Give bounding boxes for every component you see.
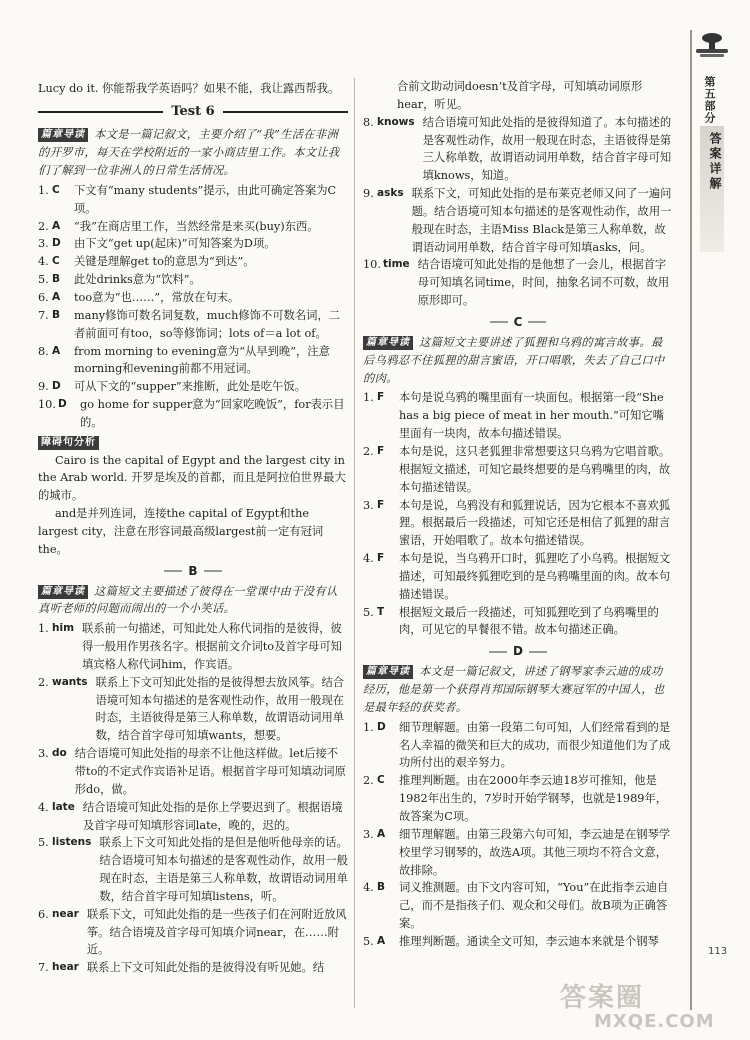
ornament-left (490, 321, 508, 323)
answer-item: 2. A “我”在商店里工作，当然经常是来买(buy)东西。 (38, 219, 319, 233)
answer-item: 1. C 下文有“many students”提示，由此可确定答案为C项。 (38, 183, 337, 215)
ornament-right (529, 651, 547, 653)
analysis-paragraph-2: and是并列连词，连接the capital of Egypt和the largest city，注意在形容词最高级largest前一定有冠词the。 (38, 507, 324, 556)
guide-b (38, 583, 348, 619)
answer-item: 5. A 推理判断题。通读全文可知，李云迪本来就是个钢琴 (363, 934, 659, 948)
continued-translation: Lucy do it. 你能帮我学英语吗？如果不能，我让露西帮我。 (38, 82, 340, 95)
answer-item: 4. F 本句是说，当乌鸦开口时，狐狸吃了小乌鸦。根据短文描述，可知最终狐狸吃到的是乌鸦嘴里面的肉。故本句描述错误。 (363, 552, 671, 601)
answer-item: 6. A too意为“也……”，常放在句末。 (38, 290, 240, 304)
test-title: Test 6 (171, 103, 215, 119)
guide-tag: 篇章导读 (38, 128, 88, 142)
test-heading (38, 102, 348, 123)
section-c-heading (363, 313, 673, 332)
answer-item: 3. F 本句是说，乌鸦没有和狐狸说话，因为它根本不喜欢狐狸。根据最后一段描述，可知它还是相信了狐狸的甜言蜜语，开始唱歌了。故本句描述错误。 (363, 498, 671, 548)
heading-rule-right (223, 111, 348, 113)
section-letter: D (513, 644, 523, 659)
answers-b (38, 620, 348, 977)
answer-item: 4. C 关键是理解get to的意思为“到达”。 (38, 255, 255, 269)
guide-c-text: 这篇短文主要讲述了狐狸和乌鸦的寓言故事。最后乌鸦忍不住狐狸的甜言蜜语，开口唱歌，失去了自己口中的肉。 (363, 335, 665, 385)
watermark-url: MXQE.COM (594, 1011, 715, 1032)
column-divider (354, 78, 355, 1008)
section-letter: B (188, 563, 198, 578)
answer-item: 3. D 由下文“get up(起床)”可知答案为D项。 (38, 237, 276, 251)
answer-item: 5. listens 联系上下文可知此处指的是但是他听他母亲的话。结合语境可知本句描述的是客观性动作，故用一般现在时态，主语是第三人称单数，故谓语动词用单数，结合首字母可知填listens，听。 (38, 836, 348, 903)
guide-c (363, 334, 673, 388)
answer-item: 1. D 细节理解题。由第一段第二句可知，人们经常看到的是名人幸福的微笑和巨大的成功，而很少知道他们为了成功所付出的艰辛努力。 (363, 720, 671, 770)
answer-item: 3. A 细节理解题。由第三段第六句可知，李云迪是在钢琴学校里学习钢琴的，故选A项。其他三项均不符合文意，故排除。 (363, 827, 671, 877)
answers-b-continued (363, 114, 673, 310)
answer-item: 5. B 此处drinks意为“饮料”。 (38, 273, 201, 287)
guide-a-text: 本文是一篇记叙文，主要介绍了“我”生活在非洲的开罗市，每天在学校附近的一家小商店里工作。本文让我们了解到一位非洲人的日常生活情况。 (38, 128, 340, 178)
answer-item: 10. D go home for supper意为“回家吃晚饭”，for表示目的。 (38, 398, 345, 429)
answer-item: 7. hear 联系上下文可知此处指的是彼得没有听见她。结 (38, 961, 325, 975)
answer-item: 1. F 本句是说乌鸦的嘴里面有一块面包。根据第一段“She has a big piece of meat in her mouth.”可知它嘴里面有一块肉，故本句描述错误。 (363, 391, 664, 441)
guide-b-text: 这篇短文主要描述了彼得在一堂课中由于没有认真听老师的问题而闹出的一个小笑话。 (38, 584, 338, 616)
answer-item: 6. near 联系下文，可知此处指的是一些孩子们在河附近放风筝。结合语境及首字母可知填介词near，在……附近。 (38, 907, 347, 957)
item-7-continued: 合前文助动词doesn’t及首字母，可知填动词原形hear，听见。 (397, 80, 643, 111)
answer-item: 2. wants 联系上下文可知此处指的是彼得想去放风筝。结合语境可知本句描述的是客观性动作，故用一般现在时态，主语彼得是第三人称单数，故谓语动词用单数，结合首字母可知填wants，想要。 (38, 675, 345, 743)
ornament-right (204, 570, 222, 572)
margin-rule (690, 30, 692, 1010)
answer-item: 4. B 词义推测题。由下文内容可知，“You”在此指李云迪自己，而不是指孩子们、观众和父母们。故B项为正确答案。 (363, 881, 669, 931)
analysis-header (38, 434, 348, 452)
ornament-left (164, 570, 182, 572)
heading-rule-left (38, 111, 163, 113)
answers-d (363, 719, 673, 951)
guide-d (363, 663, 673, 717)
book-stack-icon (692, 30, 732, 60)
section-label: 答案详解 (700, 126, 724, 252)
answer-item: 3. do 结合语境可知此处指的母亲不让他这样做。let后接不带to的不定式作宾语补足语。根据首字母可知填动词原形do，做。 (38, 747, 346, 796)
section-d-heading (363, 642, 673, 661)
ornament-right (528, 321, 546, 323)
answer-item: 8. A from morning to evening意为“从早到晚”，注意morning和evening前都不用冠词。 (38, 344, 330, 376)
answer-item: 4. late 结合语境可知此处指的是你上学要迟到了。根据语境及首字母可知填形容词late，晚的，迟的。 (38, 800, 343, 832)
ornament-left (489, 651, 507, 653)
answer-item: 2. C 推理判断题。由在2000年李云迪18岁可推知，他是1982年出生的，7岁时开始学钢琴，也就是1989年，故答案为C项。 (363, 774, 668, 823)
analysis-paragraph-1: Cairo is the capital of Egypt and the largest city in the Arab world. 开罗是埃及的首都，而且是阿拉伯世界最大的城市。 (38, 453, 346, 503)
left-column (38, 80, 348, 977)
answer-item: 5. T 根据短文最后一段描述，可知狐狸吃到了乌鸦嘴里的肉，可见它的早餐很不错。故本句描述正确。 (363, 605, 659, 637)
guide-tag: 篇章导读 (38, 585, 88, 599)
answers-c (363, 389, 673, 639)
guide-d-text: 本文是一篇记叙文，讲述了钢琴家李云迪的成功经历，他是第一个获得肖邦国际钢琴大赛冠军的中国人，也是最年轻的获奖者。 (363, 665, 665, 714)
analysis-tag: 障碍句分析 (38, 436, 99, 450)
watermark-logo (560, 978, 735, 1038)
answer-item: 8. knows 结合语境可知此处指的是彼得知道了。本句描述的是客观性动作，故用一般现在时态，主语彼得是第三人称单数，故谓语动词用单数，结合首字母可知填knows，知道。 (363, 115, 672, 183)
guide-tag: 篇章导读 (363, 665, 413, 679)
answer-item: 1. him 联系前一句描述，可知此处人称代词指的是彼得，彼得一般用作男孩名字。根据前文介词to及首字母可知填宾格人称代词him，作宾语。 (38, 622, 342, 671)
guide-tag: 篇章导读 (363, 336, 413, 350)
watermark-text: 答案圈 (560, 983, 645, 1013)
answer-item: 2. F 本句是说，这只老狐狸非常想要这只乌鸦为它唱首歌。根据短文描述，可知它最终想要的是乌鸦嘴里的肉，故本句描述错误。 (363, 444, 671, 494)
section-b-heading (38, 562, 348, 581)
right-column (363, 78, 673, 951)
answer-item: 10. time 结合语境可知此处指的是他想了一会儿，根据首字母可知填名词time，时间，抽象名词不可数，故用原形即可。 (363, 258, 670, 308)
answer-item: 9. D 可从下文的“supper”来推断，此处是吃午饭。 (38, 380, 306, 394)
section-letter: C (513, 314, 523, 329)
section-side-tab (694, 30, 726, 230)
answers-a (38, 182, 348, 432)
guide-a (38, 126, 348, 180)
answer-item: 9. asks 联系下文，可知此处指的是布莱克老师又问了一遍问题。结合语境可知本句描述的是客观性动作，故用一般现在时态，主语Miss Black是第三人称单数，故谓语动词用单数，结合首字母可知填asks，问。 (363, 187, 672, 254)
part-label: 第五部分 (703, 76, 716, 124)
answer-item: 7. B many修饰可数名词复数，much修饰不可数名词，二者前面可有too，so等修饰词；lots of＝a lot of。 (38, 308, 341, 340)
page-number: 113 (708, 946, 728, 957)
